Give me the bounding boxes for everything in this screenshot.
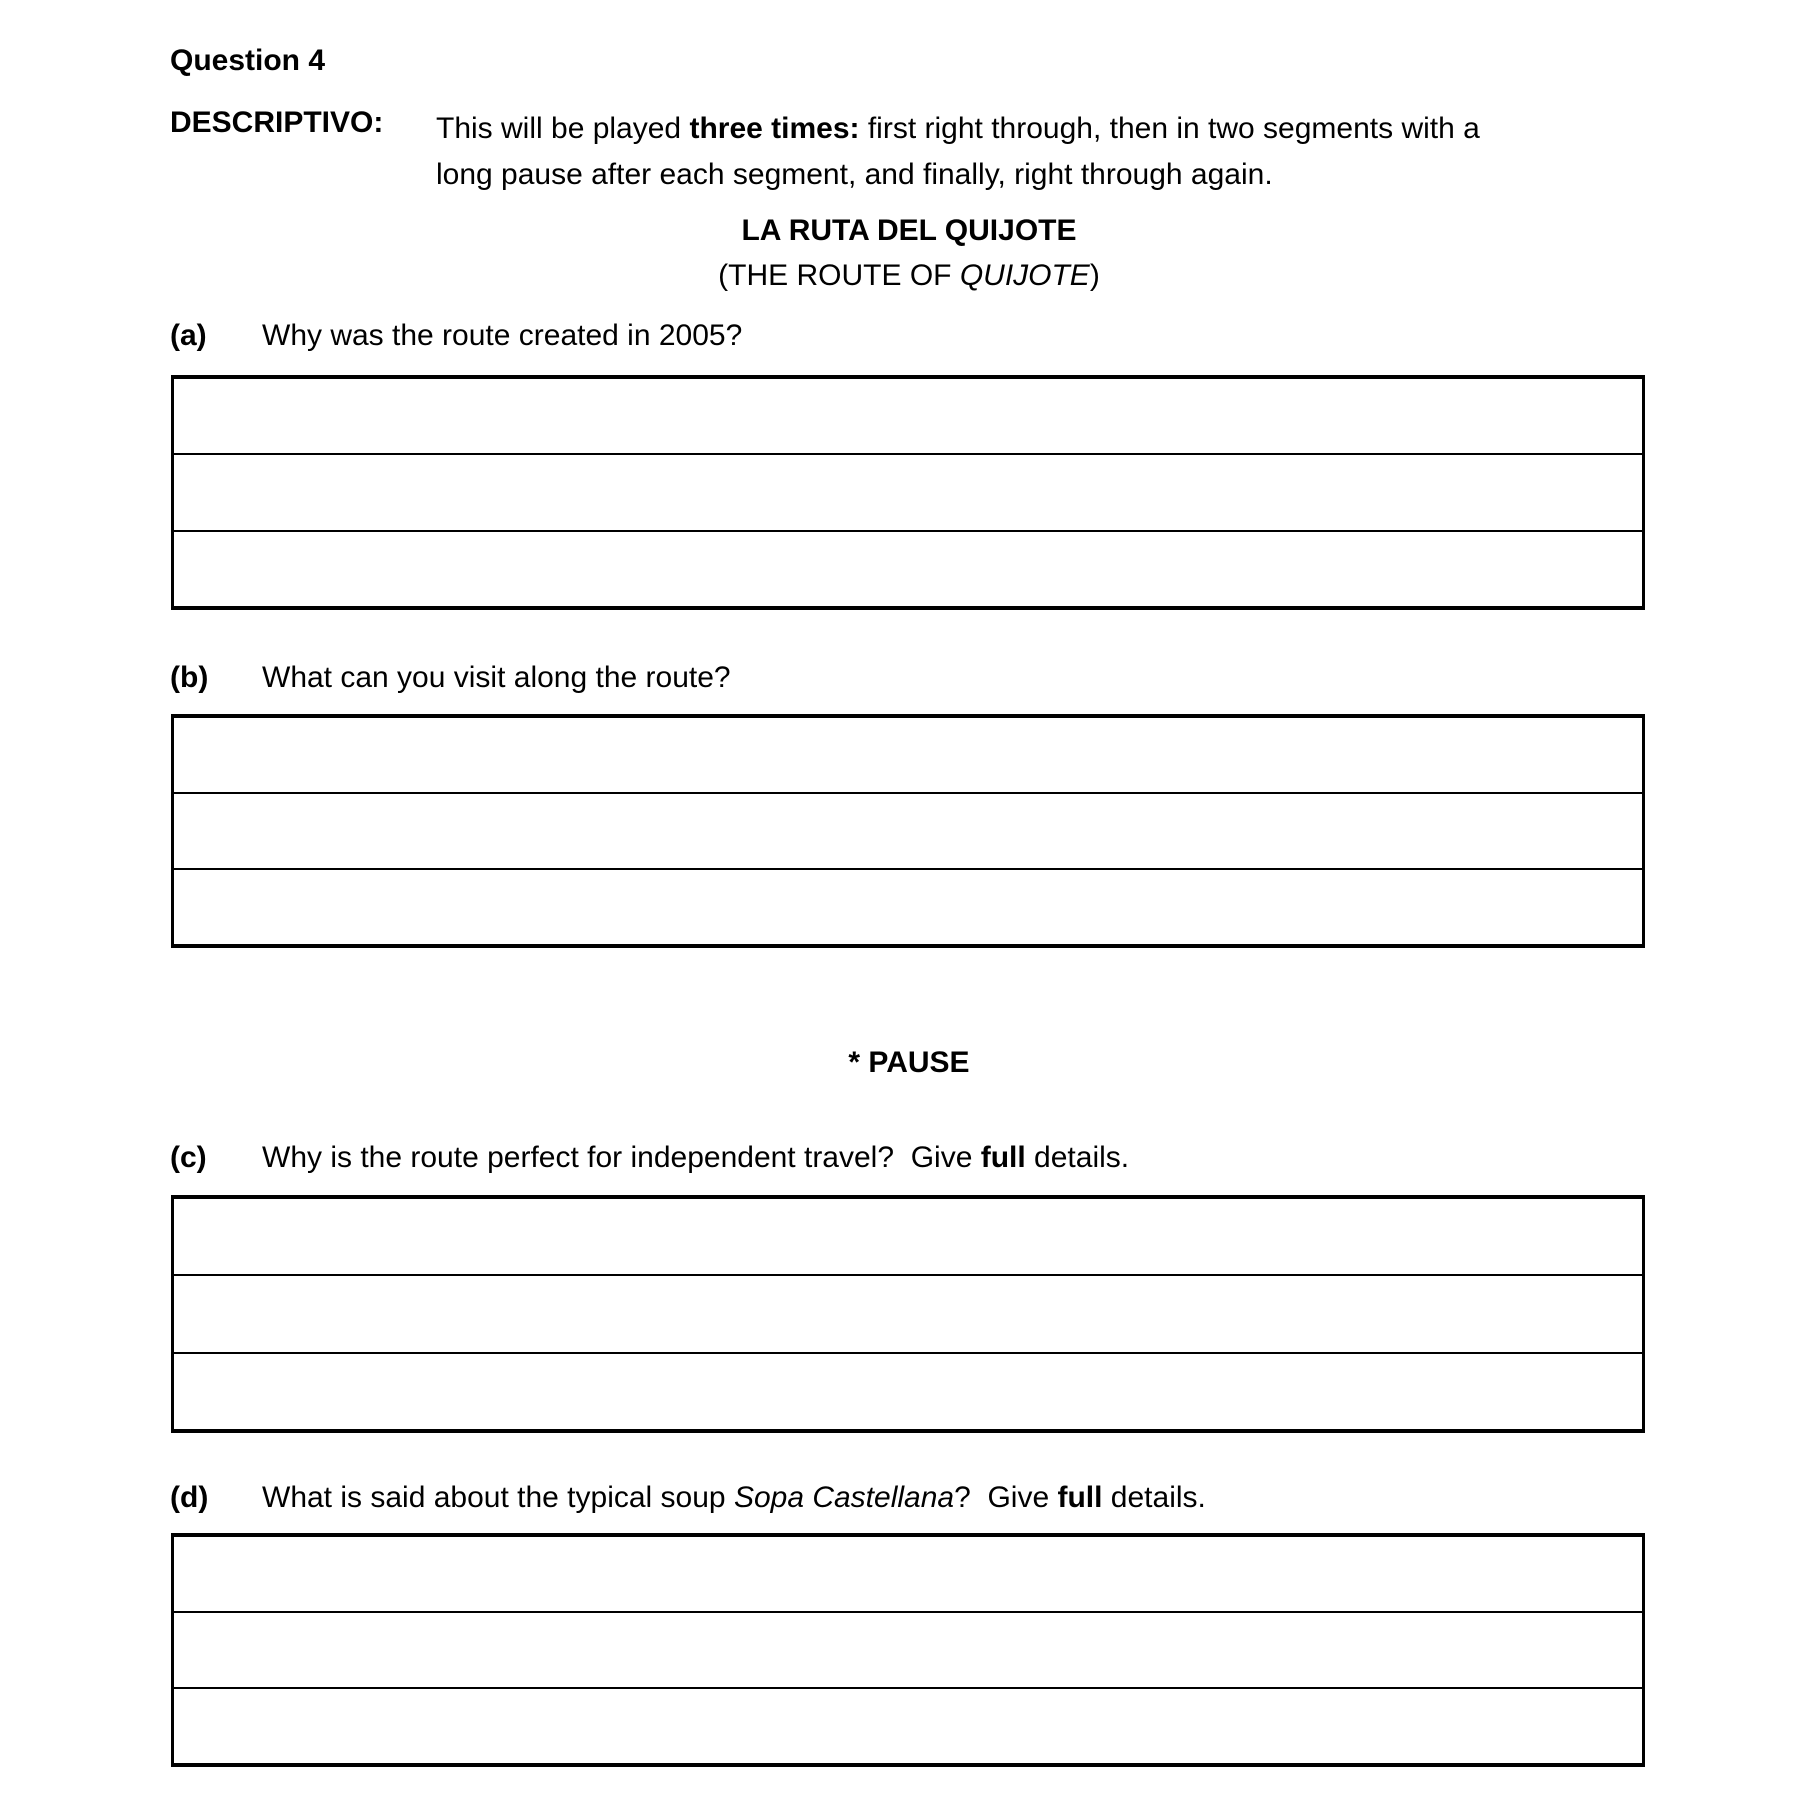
answer-box-b bbox=[171, 714, 1645, 948]
italic-sopa-castellana: Sopa Castellana bbox=[733, 1481, 955, 1514]
passage-title: LA RUTA DEL QUIJOTE bbox=[741, 214, 1077, 247]
question-b-label: (b) bbox=[170, 661, 209, 694]
answer-box-a bbox=[171, 375, 1645, 610]
descriptivo-line2: long pause after each segment, and finally, right through again. bbox=[436, 158, 1273, 191]
answer-line[interactable] bbox=[174, 455, 1642, 531]
question-b-text: What can you visit along the route? bbox=[262, 661, 731, 694]
question-a-text: Why was the route created in 2005? bbox=[262, 319, 743, 352]
answer-box-c bbox=[171, 1195, 1645, 1433]
question-a-label: (a) bbox=[170, 319, 207, 352]
question-c-row bbox=[170, 1141, 1648, 1175]
question-number: Question 4 bbox=[170, 44, 326, 77]
question-d-text: What is said about the typical soup Sopa Castellana? Give full details. bbox=[262, 1481, 1206, 1514]
question-a-row bbox=[170, 319, 1648, 353]
descriptivo-line1: This will be played three times: first right through, then in two segments with a bbox=[436, 112, 1480, 145]
answer-box-d bbox=[171, 1533, 1645, 1767]
answer-line[interactable] bbox=[174, 1613, 1642, 1689]
question-d-label: (d) bbox=[170, 1481, 209, 1514]
question-b-row bbox=[170, 661, 1648, 695]
answer-line[interactable] bbox=[174, 1354, 1642, 1429]
passage-subtitle: (THE ROUTE OF QUIJOTE) bbox=[718, 259, 1100, 292]
descriptivo-label: DESCRIPTIVO: bbox=[170, 106, 384, 139]
answer-line[interactable] bbox=[174, 794, 1642, 870]
bold-full: full bbox=[1057, 1481, 1103, 1514]
question-c-label: (c) bbox=[170, 1141, 207, 1174]
answer-line[interactable] bbox=[174, 870, 1642, 944]
answer-line[interactable] bbox=[174, 532, 1642, 606]
answer-line[interactable] bbox=[174, 718, 1642, 794]
answer-line[interactable] bbox=[174, 1199, 1642, 1276]
descriptivo-text bbox=[436, 106, 1566, 198]
answer-line[interactable] bbox=[174, 1276, 1642, 1353]
question-c-text: Why is the route perfect for independent travel? Give full details. bbox=[262, 1141, 1130, 1174]
question-d-row bbox=[170, 1481, 1648, 1515]
descriptivo-block bbox=[170, 106, 1566, 198]
subtitle-italic-word: QUIJOTE bbox=[959, 259, 1090, 292]
answer-line[interactable] bbox=[174, 1537, 1642, 1613]
answer-line[interactable] bbox=[174, 379, 1642, 455]
bold-three-times: three times: bbox=[689, 112, 860, 145]
pause-marker: * PAUSE bbox=[848, 1046, 970, 1079]
answer-line[interactable] bbox=[174, 1689, 1642, 1763]
bold-full: full bbox=[980, 1141, 1026, 1174]
